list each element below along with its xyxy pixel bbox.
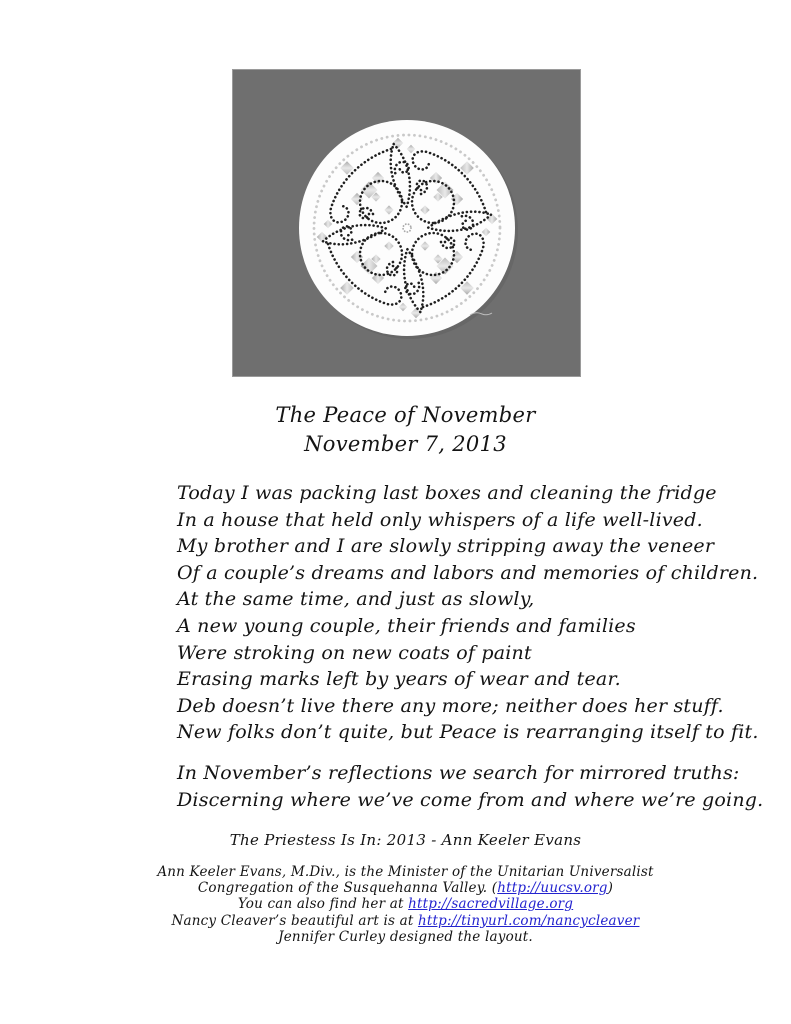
white-circle (299, 120, 515, 336)
poem-date: November 7, 2013 (304, 432, 507, 456)
poem-line: Deb doesn’t live there any more; neither does her stuff. (177, 694, 724, 717)
footer-line-2-text: Congregation of the Susquehanna Valley. ( (197, 880, 498, 897)
footer-line-2-close: ) (607, 880, 614, 897)
poem-line: At the same time, and just as slowly, (177, 588, 535, 611)
attribution-line: The Priestess Is In: 2013 - Ann Keeler Evans (229, 831, 582, 849)
title-block (10, 401, 791, 459)
poem-line: Discerning where we’ve come from and where we’re going. (177, 788, 764, 811)
footer-line-4-text: Nancy Cleaver’s beautiful art is at (171, 912, 418, 929)
nancycleaver-link[interactable]: http://tinyurl.com/nancycleaver (417, 912, 640, 929)
poem-line: Erasing marks left by years of wear and tear. (177, 668, 621, 691)
poem-line: A new young couple, their friends and families (177, 614, 636, 637)
poem-title: The Peace of November (275, 403, 536, 427)
poem-line: Of a couple’s dreams and labors and memories of children. (177, 561, 759, 584)
poem (177, 480, 763, 813)
footer-line-1: Ann Keeler Evans, M.Div., is the Minister of the Unitarian Universalist (157, 864, 654, 880)
poem-line: Today I was packing last boxes and cleaning the fridge (177, 482, 717, 504)
uucsv-link[interactable]: http://uucsv.org (497, 880, 608, 897)
poem-stanza-2 (177, 760, 763, 813)
poem-line: New folks don’t quite, but Peace is rearranging itself to fit. (177, 721, 759, 744)
footer-credits (10, 864, 791, 945)
footer-line-4 (10, 913, 791, 929)
mandala-artwork (232, 69, 581, 377)
footer-line-3-text: You can also find her at (237, 896, 409, 913)
poem-line: Were stroking on new coats of paint (177, 641, 532, 664)
mandala-graphic (232, 69, 581, 377)
sacredvillage-link[interactable]: http://sacredvillage.org (408, 896, 574, 913)
poem-line: In a house that held only whispers of a life well-lived. (177, 508, 703, 531)
footer-line-5: Jennifer Curley designed the layout. (278, 928, 533, 945)
footer-line-3 (10, 896, 791, 912)
footer-line-2 (10, 880, 791, 896)
poem-stanza-1 (177, 480, 763, 746)
poem-line: My brother and I are slowly stripping away the veneer (177, 535, 715, 558)
poem-line: In November’s reflections we search for mirrored truths: (177, 761, 740, 784)
